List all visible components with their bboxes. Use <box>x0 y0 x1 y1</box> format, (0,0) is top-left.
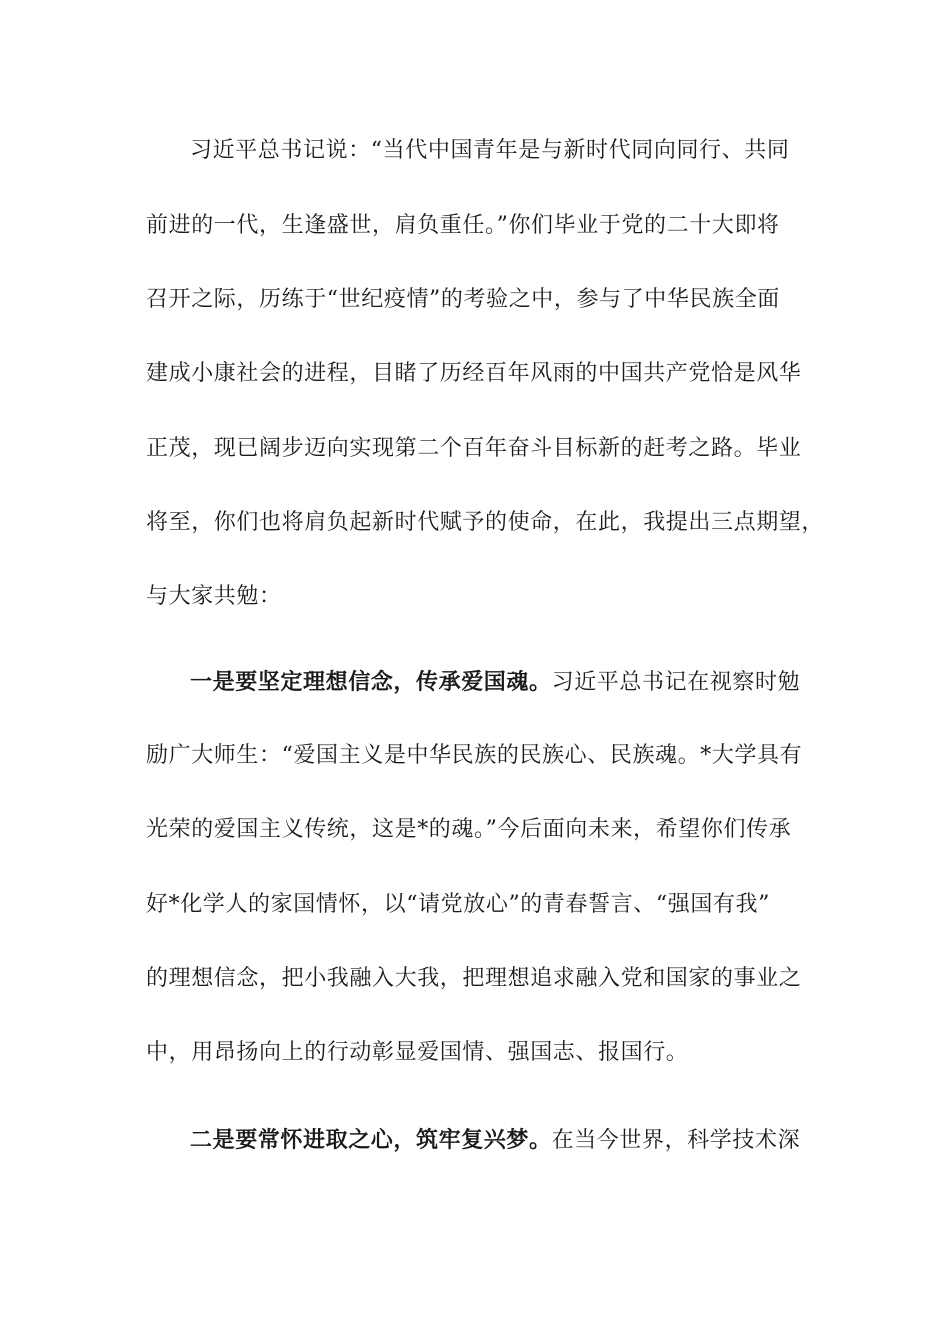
text-line <box>190 1125 806 1155</box>
paragraph-text: 习近平总书记在视察时勉 <box>551 670 801 695</box>
text-line: 建成小康社会的进程，目睹了历经百年风雨的中国共产党恰是风华 <box>146 361 802 386</box>
paragraph-lead: 一是要坚定理想信念，传承爱国魂。 <box>190 669 552 695</box>
text-line: 前进的一代，生逢盛世，肩负重任。”你们毕业于党的二十大即将 <box>146 213 780 238</box>
text-line: 将至，你们也将肩负起新时代赋予的使命，在此，我提出三点期望， <box>146 510 825 535</box>
text-line: 励广大师生：“爱国主义是中华民族的民族心、民族魂。*大学具有 <box>146 743 803 768</box>
paragraph-text: 在当今世界，科学技术深 <box>551 1128 801 1153</box>
text-line <box>190 667 806 697</box>
text-line: 正茂，现已阔步迈向实现第二个百年奋斗目标新的赶考之路。毕业 <box>146 436 802 461</box>
text-line: 的理想信念，把小我融入大我，把理想追求融入党和国家的事业之 <box>146 966 802 991</box>
text-line: 光荣的爱国主义传统，这是*的魂。”今后面向未来，希望你们传承 <box>146 817 792 842</box>
text-line: 召开之际，历练于“世纪疫情”的考验之中，参与了中华民族全面 <box>146 287 780 312</box>
text-line: 中，用昂扬向上的行动彰显爱国情、强国志、报国行。 <box>146 1040 689 1065</box>
text-line: 习近平总书记说：“当代中国青年是与新时代同向同行、共同 <box>190 138 790 163</box>
text-line: 与大家共勉： <box>146 584 282 609</box>
text-line: 好*化学人的家国情怀，以“请党放心”的青春誓言、“强国有我” <box>146 892 770 917</box>
paragraph-lead: 二是要常怀进取之心，筑牢复兴梦。 <box>190 1127 552 1153</box>
